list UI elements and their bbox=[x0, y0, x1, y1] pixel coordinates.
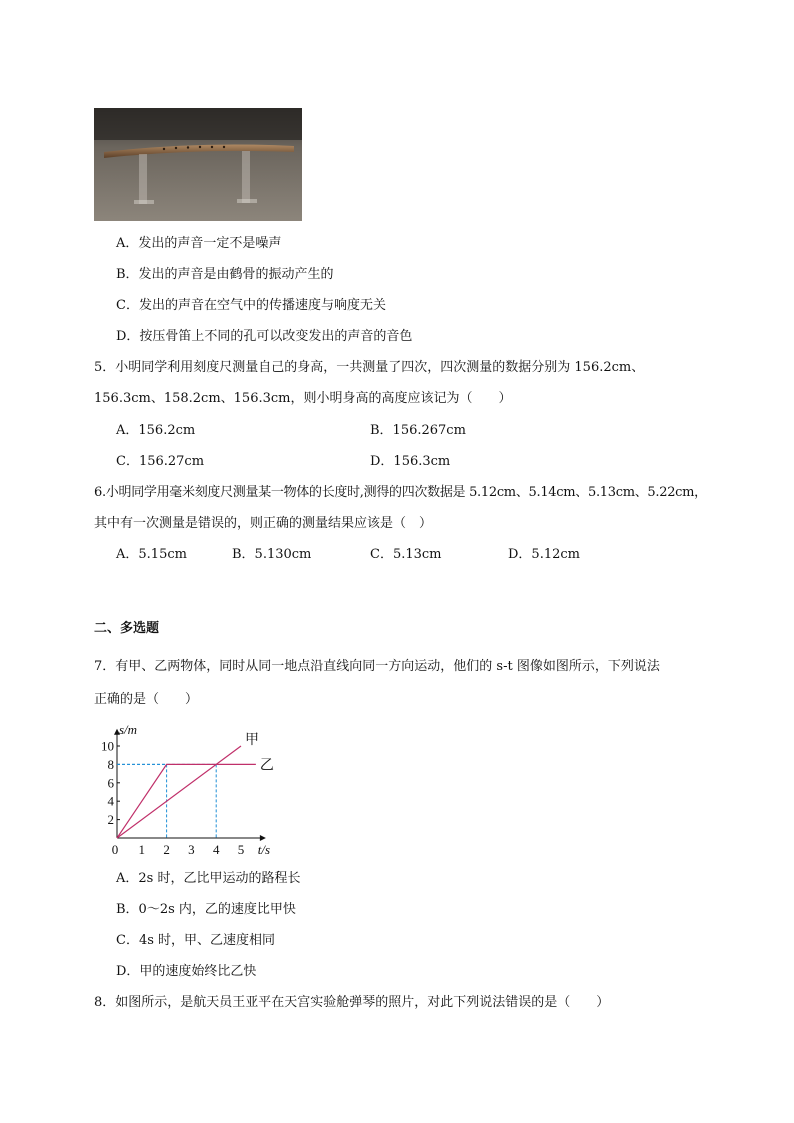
series-line-1 bbox=[117, 746, 241, 838]
q6-option-d: D．5.12cm bbox=[508, 547, 580, 562]
q5-option-d: D．156.3cm bbox=[370, 454, 451, 469]
q4-option-d: D．按压骨笛上不同的孔可以改变发出的声音的音色 bbox=[116, 329, 413, 344]
series-label-2: 乙 bbox=[259, 758, 274, 774]
bone-flute-photo bbox=[94, 108, 302, 221]
q7-option-b: B．0～2s 内，乙的速度比甲快 bbox=[116, 902, 296, 917]
y-tick-label: 10 bbox=[101, 738, 114, 754]
q4-option-a: A．发出的声音一定不是噪声 bbox=[116, 236, 282, 251]
x-axis-label: t/s bbox=[257, 842, 271, 857]
y-tick-label: 4 bbox=[107, 793, 114, 809]
x-tick-label: 5 bbox=[237, 842, 245, 857]
q4-option-c: C．发出的声音在空气中的传播速度与响度无关 bbox=[116, 298, 386, 313]
q7-option-c: C．4s 时，甲、乙速度相同 bbox=[116, 933, 276, 948]
q5-option-a: A．156.2cm bbox=[116, 423, 196, 438]
st-graph-svg bbox=[100, 718, 300, 863]
y-tick-label: 8 bbox=[107, 756, 114, 772]
q5-option-b: B．156.267cm bbox=[370, 423, 466, 438]
x-tick-label: 4 bbox=[212, 842, 220, 857]
y-tick-label: 2 bbox=[107, 812, 114, 828]
x-tick-label: 1 bbox=[138, 842, 146, 857]
q7-stem-line2: 正确的是（ ） bbox=[94, 692, 199, 707]
q6-option-c: C．5.13cm bbox=[370, 547, 442, 562]
y-axis-label: s/m bbox=[119, 722, 138, 737]
q5-stem-line1: 5．小明同学利用刻度尺测量自己的身高，一共测量了四次，四次测量的数据分别为 156.2cm、 bbox=[94, 360, 645, 375]
x-tick-label: 0 bbox=[111, 842, 119, 857]
series-line-2 bbox=[117, 764, 256, 838]
x-tick-label: 3 bbox=[188, 842, 195, 857]
x-tick-label: 2 bbox=[163, 842, 170, 857]
q6-stem-line2: 其中有一次测量是错误的，则正确的测量结果应该是（ ） bbox=[94, 516, 433, 531]
q6-stem-line1: 6.小明同学用毫米刻度尺测量某一物体的长度时,测得的四次数据是 5.12cm、5.14cm、5.13cm、5.22cm， bbox=[94, 485, 707, 500]
q5-stem-line2: 156.3cm、158.2cm、156.3cm，则小明身高的高度应该记为（ ） bbox=[94, 391, 512, 406]
q5-option-c: C．156.27cm bbox=[116, 454, 205, 469]
q8-stem-line1: 8．如图所示，是航天员王亚平在天宫实验舱弹琴的照片，对此下列说法错误的是（ ） bbox=[94, 995, 610, 1010]
x-axis-arrow bbox=[260, 835, 266, 841]
q4-option-b: B．发出的声音是由鹤骨的振动产生的 bbox=[116, 267, 334, 282]
st-graph bbox=[100, 718, 300, 863]
section-title-multiple-choice: 二、多选题 bbox=[94, 621, 160, 636]
q7-stem-line1: 7．有甲、乙两物体，同时从同一地点沿直线向同一方向运动，他们的 s-t 图像如图所示，下列说法 bbox=[94, 659, 660, 674]
y-tick-label: 6 bbox=[107, 775, 114, 791]
q6-option-b: B．5.130cm bbox=[232, 547, 312, 562]
series-label-1: 甲 bbox=[245, 733, 259, 748]
q6-option-a: A．5.15cm bbox=[116, 547, 187, 562]
q7-option-d: D．甲的速度始终比乙快 bbox=[116, 964, 257, 979]
q7-option-a: A．2s 时，乙比甲运动的路程长 bbox=[116, 871, 301, 886]
